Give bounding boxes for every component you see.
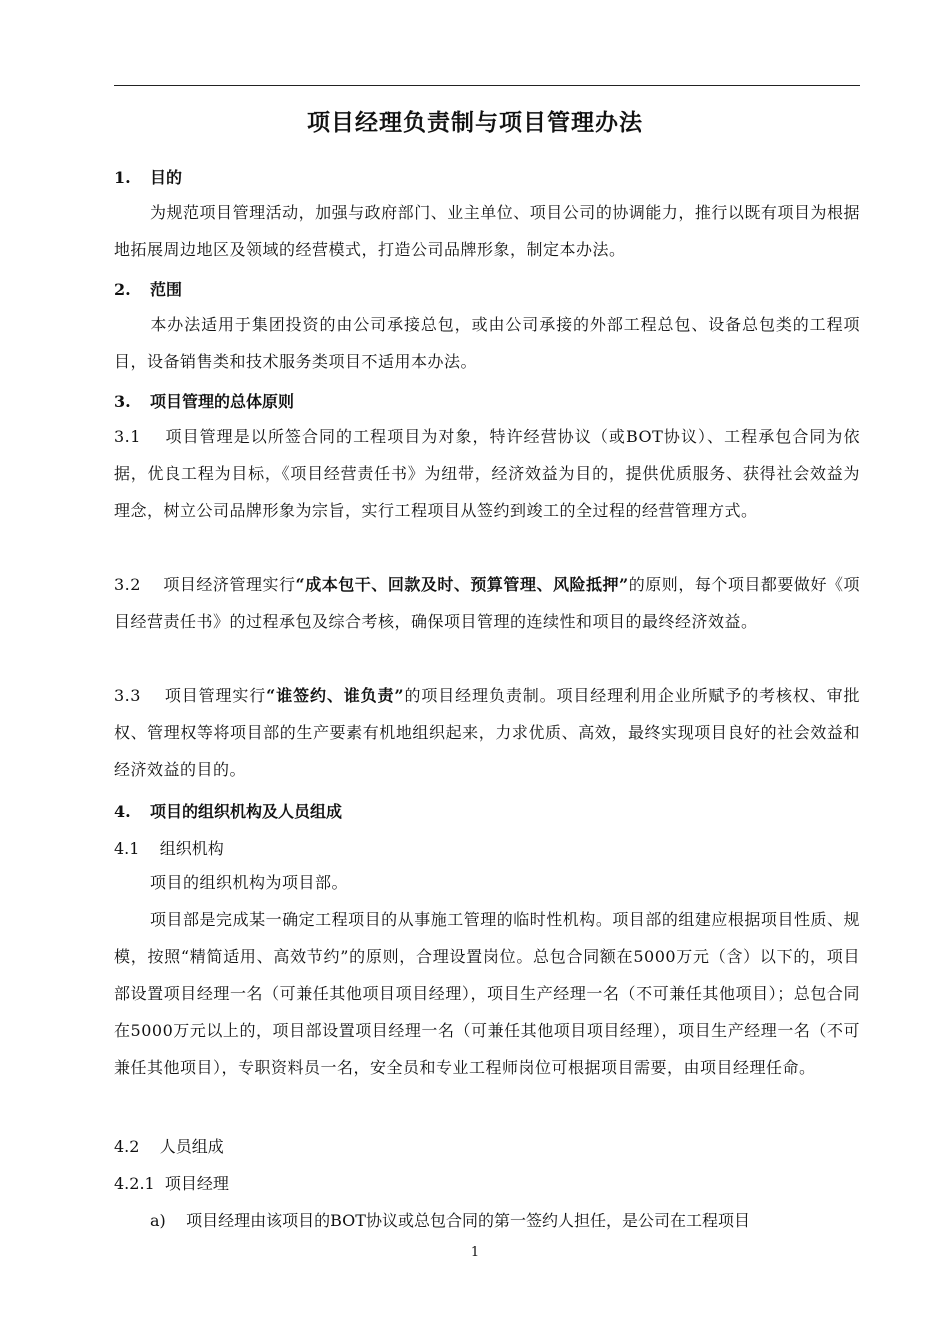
section-4-heading [114, 799, 342, 822]
subsection-title: 组织机构 [159, 839, 224, 858]
subsection-4-1-body [114, 901, 860, 1086]
list-marker: a) [150, 1211, 166, 1230]
section-title: 项目管理的总体原则 [150, 392, 295, 411]
section-3-heading [114, 389, 294, 412]
section-number: 1. [114, 168, 131, 187]
document-title: 项目经理负责制与项目管理办法 [307, 109, 643, 136]
paragraph-text: 为规范项目管理活动，加强与政府部门、业主单位、项目公司的协调能力，推行以既有项目为根据地拓展周边地区及领域的经营模式，打造公司品牌形象，制定本办法。 [114, 203, 860, 259]
subsection-number: 4.2.1 [114, 1174, 155, 1193]
subsection-number: 4.2 [114, 1137, 140, 1156]
subsection-number: 4.1 [114, 839, 140, 858]
subsection-title: 项目经理 [164, 1174, 229, 1193]
clause-text: 项目管理实行 [164, 686, 267, 705]
section-title: 范围 [150, 280, 183, 299]
subsection-4-2-heading [114, 1134, 224, 1157]
list-item-a [150, 1208, 750, 1231]
page-number: 1 [470, 1245, 480, 1260]
header-rule [114, 85, 860, 86]
clause-3-1 [114, 418, 860, 529]
subsection-4-1-intro [114, 864, 860, 901]
section-number: 3. [114, 392, 131, 411]
clause-3-2 [114, 566, 860, 640]
section-title: 目的 [150, 168, 183, 187]
section-1-heading [114, 165, 182, 188]
clause-number: 3.2 [114, 575, 141, 594]
subsection-4-1-heading [114, 836, 224, 859]
clause-emphasis: “成本包干、回款及时、预算管理、风险抵押” [295, 575, 629, 594]
section-number: 2. [114, 280, 131, 299]
section-2-body [114, 306, 860, 380]
list-item-text: 项目经理由该项目的BOT协议或总包合同的第一签约人担任，是公司在工程项目 [186, 1211, 750, 1230]
section-title: 项目的组织机构及人员组成 [150, 802, 343, 821]
clause-number: 3.3 [114, 686, 141, 705]
paragraph-text: 项目部是完成某一确定工程项目的从事施工管理的临时性机构。项目部的组建应根据项目性质、规模，按照“精简适用、高效节约”的原则，合理设置岗位。总包合同额在5000万元（含）以下的，项目部设置项目经理一名（可兼任其他项目项目经理），项目生产经理一名（不可兼任其他项目）；总包合同在5000万元以上的，项目部设置项目经理一名（可兼任其他项目项目经理），项目生产经理一名（不可兼任其他项目），专职资料员一名，安全员和专业工程师岗位可根据项目需要，由项目经理任命。 [114, 910, 860, 1077]
clause-number: 3.1 [114, 427, 141, 446]
section-2-heading [114, 277, 182, 300]
section-1-body [114, 194, 860, 268]
paragraph-text: 本办法适用于集团投资的由公司承接总包，或由公司承接的外部工程总包、设备总包类的工程项目，设备销售类和技术服务类项目不适用本办法。 [114, 315, 860, 371]
subsection-4-2-1-heading [114, 1171, 229, 1194]
section-number: 4. [114, 802, 131, 821]
clause-text: 的原则，每个项目都要做好《项目经营责任书》的过程承包及综合考核，确保项目管理的连续性和项目的最终经济效益。 [114, 575, 860, 631]
clause-text: 项目管理是以所签合同的工程项目为对象，特许经营协议（或BOT协议）、工程承包合同为依据，优良工程为目标，《项目经营责任书》为纽带，经济效益为目的，提供优质服务、获得社会效益为理念，树立公司品牌形象为宗旨，实行工程项目从签约到竣工的全过程的经营管理方式。 [114, 427, 860, 520]
clause-emphasis: “谁签约、谁负责” [266, 686, 405, 705]
clause-3-3 [114, 677, 860, 788]
clause-text: 的项目经理负责制。项目经理利用企业所赋予的考核权、审批权、管理权等将项目部的生产要素有机地组织起来，力求优质、高效，最终实现项目良好的社会效益和经济效益的目的。 [114, 686, 860, 779]
clause-text: 项目经济管理实行 [163, 575, 296, 594]
paragraph-text: 项目的组织机构为项目部。 [150, 873, 349, 892]
subsection-title: 人员组成 [159, 1137, 224, 1156]
